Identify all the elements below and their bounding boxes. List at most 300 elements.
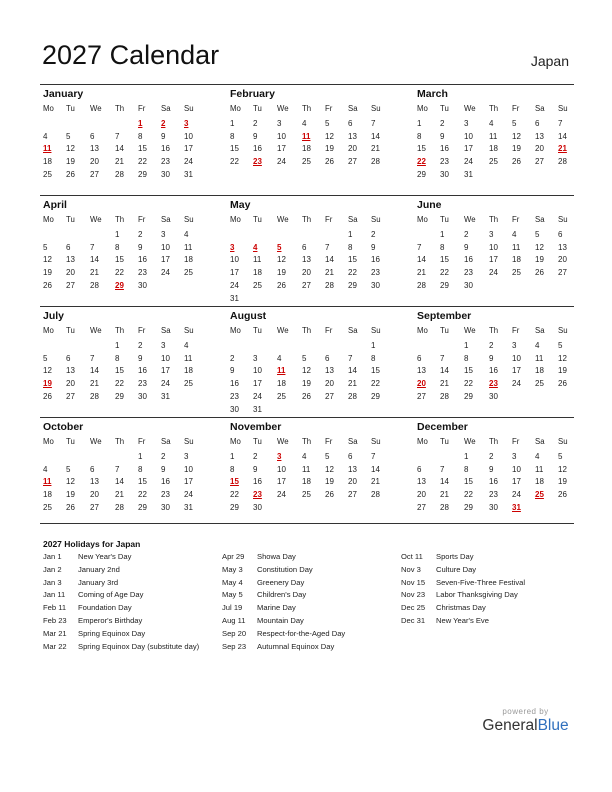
day-cell: 13 xyxy=(325,366,334,376)
weekday-header: Su xyxy=(371,326,381,335)
day-cell: 11 xyxy=(512,242,521,252)
day-cell: 9 xyxy=(253,464,258,474)
day-cell: 16 xyxy=(253,144,262,154)
day-cell: 7 xyxy=(371,452,376,461)
weekday-header: Fr xyxy=(138,215,146,224)
day-cell: 28 xyxy=(90,391,99,401)
holiday-day-cell: 23 xyxy=(253,490,262,500)
weekday-header: Su xyxy=(558,437,568,446)
holiday-name: Mountain Day xyxy=(257,615,304,625)
day-cell: 2 xyxy=(138,230,143,239)
day-cell: 27 xyxy=(90,502,99,512)
day-cell: 30 xyxy=(440,169,449,179)
day-cell: 30 xyxy=(230,404,239,414)
day-cell: 20 xyxy=(302,268,311,278)
day-cell: 26 xyxy=(558,379,567,389)
day-cell: 25 xyxy=(302,157,311,167)
day-cell: 23 xyxy=(464,268,473,278)
day-cell: 6 xyxy=(417,353,422,363)
day-cell: 28 xyxy=(417,280,426,290)
weekday-header: Su xyxy=(558,326,568,335)
weekday-header: Tu xyxy=(440,326,449,335)
day-cell: 25 xyxy=(489,157,498,167)
day-cell: 24 xyxy=(464,157,473,167)
day-cell: 11 xyxy=(535,464,544,474)
day-cell: 14 xyxy=(371,131,380,141)
day-cell: 12 xyxy=(43,255,52,265)
day-cell: 17 xyxy=(277,144,286,154)
weekday-header: Fr xyxy=(512,215,520,224)
holiday-date: Dec 31 xyxy=(401,615,426,625)
weekday-header: Sa xyxy=(348,215,358,224)
day-cell: 6 xyxy=(302,242,307,252)
day-cell: 12 xyxy=(43,366,52,376)
day-cell: 9 xyxy=(489,464,494,474)
day-cell: 29 xyxy=(371,391,380,401)
calendar-grid xyxy=(40,84,574,528)
day-cell: 20 xyxy=(90,490,99,500)
holiday-day-cell: 5 xyxy=(277,242,282,252)
day-cell: 20 xyxy=(66,379,75,389)
weekday-header: We xyxy=(277,104,289,113)
day-cell: 4 xyxy=(277,353,282,363)
weekday-header: We xyxy=(464,104,476,113)
day-cell: 29 xyxy=(138,502,147,512)
day-cell: 20 xyxy=(558,255,567,265)
holiday-day-cell: 25 xyxy=(535,490,544,500)
weekday-header: Fr xyxy=(138,326,146,335)
holiday-name: New Year's Eve xyxy=(436,615,489,625)
holiday-day-cell: 19 xyxy=(43,379,52,389)
day-cell: 18 xyxy=(253,268,262,278)
day-cell: 18 xyxy=(277,379,286,389)
day-cell: 30 xyxy=(253,502,262,512)
day-cell: 10 xyxy=(512,464,521,474)
day-cell: 20 xyxy=(66,268,75,278)
day-cell: 26 xyxy=(66,169,75,179)
weekday-header: Sa xyxy=(535,215,545,224)
day-cell: 26 xyxy=(43,280,52,290)
holiday-day-cell: 23 xyxy=(489,379,498,389)
day-cell: 14 xyxy=(348,366,357,376)
day-cell: 21 xyxy=(115,157,124,167)
day-cell: 3 xyxy=(512,341,517,350)
day-cell: 19 xyxy=(302,379,311,389)
day-cell: 5 xyxy=(66,464,71,474)
weekday-header: Su xyxy=(184,326,194,335)
weekday-header: We xyxy=(464,326,476,335)
day-cell: 11 xyxy=(184,242,193,252)
weekday-header: Sa xyxy=(161,326,171,335)
holiday-day-cell: 11 xyxy=(43,144,52,154)
day-cell: 15 xyxy=(138,477,147,487)
day-cell: 1 xyxy=(115,341,120,350)
weekday-header: Fr xyxy=(512,326,520,335)
day-cell: 24 xyxy=(230,280,239,290)
day-cell: 28 xyxy=(325,280,334,290)
weekday-header: Mo xyxy=(43,437,54,446)
day-cell: 27 xyxy=(90,169,99,179)
day-cell: 13 xyxy=(90,144,99,154)
day-cell: 27 xyxy=(348,157,357,167)
day-cell: 21 xyxy=(90,268,99,278)
day-cell: 30 xyxy=(138,280,147,290)
weekday-header: Mo xyxy=(43,326,54,335)
day-cell: 17 xyxy=(184,477,193,487)
day-cell: 9 xyxy=(138,242,143,252)
weekday-header: Tu xyxy=(440,437,449,446)
day-cell: 18 xyxy=(302,477,311,487)
day-cell: 12 xyxy=(302,366,311,376)
day-cell: 7 xyxy=(440,353,445,363)
day-cell: 21 xyxy=(371,144,380,154)
day-cell: 18 xyxy=(184,255,193,265)
holiday-date: Mar 21 xyxy=(43,628,67,638)
day-cell: 18 xyxy=(535,477,544,487)
day-cell: 13 xyxy=(417,477,426,487)
weekday-header: We xyxy=(277,215,289,224)
day-cell: 24 xyxy=(253,391,262,401)
day-cell: 11 xyxy=(535,353,544,363)
day-cell: 8 xyxy=(138,464,143,474)
day-cell: 31 xyxy=(253,404,262,414)
day-cell: 7 xyxy=(440,464,445,474)
day-cell: 26 xyxy=(302,391,311,401)
day-cell: 1 xyxy=(348,230,353,239)
day-cell: 7 xyxy=(115,464,120,474)
weekday-header: Tu xyxy=(440,104,449,113)
day-cell: 13 xyxy=(535,131,544,141)
weekday-header: We xyxy=(90,437,102,446)
holiday-name: Respect-for-the-Aged Day xyxy=(257,628,346,638)
day-cell: 13 xyxy=(66,255,75,265)
holiday-day-cell: 22 xyxy=(417,157,426,167)
day-cell: 17 xyxy=(161,255,170,265)
weekday-header: Mo xyxy=(43,215,54,224)
day-cell: 26 xyxy=(535,268,544,278)
day-cell: 16 xyxy=(161,477,170,487)
weekday-header: Th xyxy=(302,437,312,446)
weekday-header: Su xyxy=(558,215,568,224)
holiday-name: Christmas Day xyxy=(436,603,486,613)
month-name: January xyxy=(43,88,84,100)
day-cell: 16 xyxy=(489,366,498,376)
holiday-day-cell: 3 xyxy=(277,452,282,461)
day-cell: 7 xyxy=(115,131,120,141)
day-cell: 25 xyxy=(184,268,193,278)
holiday-name: Sports Day xyxy=(436,552,474,561)
weekday-header: Fr xyxy=(512,104,520,113)
day-cell: 15 xyxy=(230,144,239,154)
day-cell: 16 xyxy=(464,255,473,265)
day-cell: 3 xyxy=(253,353,258,363)
day-cell: 5 xyxy=(43,242,48,252)
day-cell: 28 xyxy=(371,490,380,500)
day-cell: 15 xyxy=(138,144,147,154)
day-cell: 17 xyxy=(489,255,498,265)
day-cell: 21 xyxy=(90,379,99,389)
day-cell: 26 xyxy=(512,157,521,167)
day-cell: 8 xyxy=(115,353,120,363)
day-cell: 5 xyxy=(558,452,563,461)
day-cell: 21 xyxy=(115,490,124,500)
day-cell: 6 xyxy=(325,353,330,363)
day-cell: 20 xyxy=(348,477,357,487)
holiday-name: Marine Day xyxy=(257,603,296,613)
day-cell: 29 xyxy=(464,391,473,401)
day-cell: 27 xyxy=(348,490,357,500)
day-cell: 19 xyxy=(512,144,521,154)
holiday-day-cell: 20 xyxy=(417,379,426,389)
day-cell: 8 xyxy=(440,242,445,252)
brand-logo[interactable] xyxy=(478,707,573,735)
day-cell: 24 xyxy=(184,490,193,500)
day-cell: 2 xyxy=(253,119,258,128)
day-cell: 29 xyxy=(230,502,239,512)
day-cell: 2 xyxy=(138,341,143,350)
day-cell: 22 xyxy=(464,379,473,389)
day-cell: 26 xyxy=(325,490,334,500)
weekday-header: Mo xyxy=(417,326,428,335)
day-cell: 4 xyxy=(512,230,517,239)
day-cell: 16 xyxy=(230,379,239,389)
weekday-header: Fr xyxy=(138,437,146,446)
weekday-header: Mo xyxy=(230,104,241,113)
day-cell: 1 xyxy=(371,341,376,350)
day-cell: 16 xyxy=(253,477,262,487)
day-cell: 9 xyxy=(138,353,143,363)
day-cell: 14 xyxy=(417,255,426,265)
day-cell: 25 xyxy=(535,379,544,389)
day-cell: 19 xyxy=(535,255,544,265)
day-cell: 29 xyxy=(440,280,449,290)
holiday-name: Foundation Day xyxy=(78,603,132,613)
day-cell: 28 xyxy=(90,280,99,290)
day-cell: 11 xyxy=(489,131,498,141)
day-cell: 26 xyxy=(43,391,52,401)
holiday-date: Sep 20 xyxy=(222,628,247,638)
day-cell: 20 xyxy=(417,490,426,500)
weekday-header: Sa xyxy=(161,437,171,446)
weekday-header: Sa xyxy=(348,326,358,335)
weekday-header: Su xyxy=(184,437,194,446)
weekday-header: Mo xyxy=(230,326,241,335)
day-cell: 19 xyxy=(277,268,286,278)
holiday-date: May 4 xyxy=(222,577,243,587)
day-cell: 12 xyxy=(277,255,286,265)
holiday-date: Aug 11 xyxy=(222,615,246,625)
day-cell: 14 xyxy=(115,477,124,487)
weekday-header: Th xyxy=(115,437,125,446)
day-cell: 28 xyxy=(440,502,449,512)
brand-name xyxy=(478,717,573,735)
weekday-header: Tu xyxy=(66,104,75,113)
weekday-header: We xyxy=(90,326,102,335)
day-cell: 17 xyxy=(184,144,193,154)
weekday-header: Sa xyxy=(535,104,545,113)
day-cell: 31 xyxy=(464,169,473,179)
day-cell: 4 xyxy=(184,230,189,239)
day-cell: 18 xyxy=(535,366,544,376)
weekday-header: Fr xyxy=(325,104,333,113)
day-cell: 13 xyxy=(90,477,99,487)
day-cell: 13 xyxy=(558,242,567,252)
day-cell: 8 xyxy=(138,131,143,141)
day-cell: 27 xyxy=(302,280,311,290)
day-cell: 7 xyxy=(325,242,330,252)
day-cell: 5 xyxy=(325,119,330,128)
day-cell: 13 xyxy=(348,464,357,474)
day-cell: 4 xyxy=(43,131,48,141)
day-cell: 31 xyxy=(184,169,193,179)
day-cell: 1 xyxy=(440,230,445,239)
month-name: March xyxy=(417,88,448,100)
holiday-name: Spring Equinox Day (substitute day) xyxy=(78,641,200,651)
weekday-header: Fr xyxy=(138,104,146,113)
day-cell: 2 xyxy=(489,452,494,461)
day-cell: 29 xyxy=(348,280,357,290)
day-cell: 15 xyxy=(417,144,426,154)
day-cell: 17 xyxy=(230,268,239,278)
day-cell: 13 xyxy=(66,366,75,376)
day-cell: 5 xyxy=(43,353,48,363)
holiday-name: Showa Day xyxy=(257,552,296,561)
weekday-header: We xyxy=(464,215,476,224)
day-cell: 29 xyxy=(417,169,426,179)
day-cell: 16 xyxy=(161,144,170,154)
holiday-name: Emperor's Birthday xyxy=(78,615,143,625)
holiday-day-cell: 1 xyxy=(138,119,143,128)
day-cell: 2 xyxy=(440,119,445,128)
month-name: June xyxy=(417,199,442,211)
day-cell: 30 xyxy=(161,502,170,512)
day-cell: 28 xyxy=(348,391,357,401)
day-cell: 24 xyxy=(512,490,521,500)
day-cell: 12 xyxy=(512,131,521,141)
day-cell: 6 xyxy=(535,119,540,128)
day-cell: 17 xyxy=(512,477,521,487)
month-name: July xyxy=(43,310,65,322)
day-cell: 15 xyxy=(115,255,124,265)
day-cell: 9 xyxy=(161,464,166,474)
day-cell: 27 xyxy=(66,391,75,401)
weekday-header: Th xyxy=(115,104,125,113)
weekday-header: Fr xyxy=(325,215,333,224)
weekday-header: Mo xyxy=(230,215,241,224)
day-cell: 9 xyxy=(253,131,258,141)
day-cell: 14 xyxy=(115,144,124,154)
holiday-name: January 3rd xyxy=(78,577,119,587)
day-cell: 25 xyxy=(43,169,52,179)
day-cell: 3 xyxy=(184,452,189,461)
day-cell: 25 xyxy=(302,490,311,500)
brand-name-b: Blue xyxy=(537,717,569,734)
month-row xyxy=(40,417,574,528)
day-cell: 27 xyxy=(325,391,334,401)
page-title: 2027 Calendar xyxy=(42,40,220,70)
holiday-day-cell: 29 xyxy=(115,280,124,290)
weekday-header: Th xyxy=(489,215,499,224)
day-cell: 10 xyxy=(464,131,473,141)
holiday-name: Culture Day xyxy=(436,564,477,574)
day-cell: 17 xyxy=(277,477,286,487)
holiday-date: Jan 3 xyxy=(43,577,62,587)
day-cell: 22 xyxy=(138,490,147,500)
day-cell: 15 xyxy=(464,366,473,376)
day-cell: 28 xyxy=(371,157,380,167)
day-cell: 23 xyxy=(440,157,449,167)
day-cell: 19 xyxy=(66,157,75,167)
day-cell: 23 xyxy=(161,490,170,500)
weekday-header: Sa xyxy=(535,437,545,446)
day-cell: 2 xyxy=(464,230,469,239)
day-cell: 27 xyxy=(558,268,567,278)
weekday-header: Su xyxy=(371,104,381,113)
day-cell: 24 xyxy=(161,379,170,389)
day-cell: 9 xyxy=(464,242,469,252)
day-cell: 8 xyxy=(348,242,353,252)
day-cell: 23 xyxy=(161,157,170,167)
month-name: August xyxy=(230,310,267,322)
weekday-header: Tu xyxy=(253,104,262,113)
weekday-header: Su xyxy=(371,215,381,224)
weekday-header: Tu xyxy=(440,215,449,224)
day-cell: 4 xyxy=(302,119,307,128)
holiday-date: May 5 xyxy=(222,590,243,600)
day-cell: 19 xyxy=(325,477,334,487)
day-cell: 2 xyxy=(161,452,166,461)
day-cell: 25 xyxy=(253,280,262,290)
weekday-header: Th xyxy=(115,326,125,335)
day-cell: 5 xyxy=(66,131,71,141)
holiday-date: Nov 3 xyxy=(401,564,421,574)
day-cell: 31 xyxy=(161,391,170,401)
holiday-name: Seven-Five-Three Festival xyxy=(436,577,526,587)
weekday-header: We xyxy=(277,326,289,335)
day-cell: 5 xyxy=(558,341,563,350)
day-cell: 30 xyxy=(371,280,380,290)
holiday-day-cell: 11 xyxy=(302,131,311,141)
day-cell: 6 xyxy=(348,452,353,461)
day-cell: 16 xyxy=(489,477,498,487)
day-cell: 2 xyxy=(371,230,376,239)
month-name: April xyxy=(43,199,67,211)
weekday-header: Tu xyxy=(66,326,75,335)
day-cell: 15 xyxy=(115,366,124,376)
weekday-header: Th xyxy=(489,437,499,446)
day-cell: 23 xyxy=(371,268,380,278)
weekday-header: Tu xyxy=(66,437,75,446)
holiday-day-cell: 23 xyxy=(253,157,262,167)
day-cell: 14 xyxy=(325,255,334,265)
holiday-day-cell: 4 xyxy=(253,242,258,252)
holiday-date: Jan 11 xyxy=(43,590,66,600)
day-cell: 8 xyxy=(464,464,469,474)
month-name: October xyxy=(43,421,84,433)
weekday-header: Sa xyxy=(348,104,358,113)
holiday-date: Jan 2 xyxy=(43,564,62,574)
day-cell: 19 xyxy=(325,144,334,154)
day-cell: 21 xyxy=(440,490,449,500)
month-row xyxy=(40,306,574,417)
month-name: November xyxy=(230,421,282,433)
day-cell: 12 xyxy=(535,242,544,252)
day-cell: 22 xyxy=(115,268,124,278)
holiday-day-cell: 31 xyxy=(512,502,521,512)
day-cell: 4 xyxy=(302,452,307,461)
holiday-day-cell: 21 xyxy=(558,144,567,154)
holiday-day-cell: 3 xyxy=(230,242,235,252)
